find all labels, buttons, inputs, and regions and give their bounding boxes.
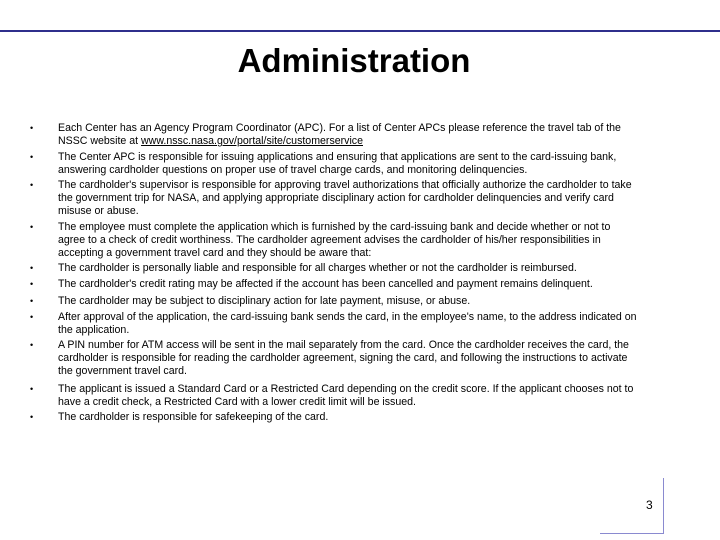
list-item-text: The employee must complete the application which is furnished by the card-issuing bank and decide whether or not to agree to a check of credit worthiness. The cardholder agreement advises the cardholder of his/her responsibilities in accepting a government travel card and they should be aware that: xyxy=(58,220,611,259)
list-item-text: The cardholder is responsible for safekeeping of the card. xyxy=(58,411,329,423)
top-divider xyxy=(0,30,720,32)
list-item-text: The applicant is issued a Standard Card or a Restricted Card depending on the credit score. If the applicant chooses not to have a credit check, a Restricted Card with a lower credit limit will be issued. xyxy=(58,382,634,408)
list-item xyxy=(30,278,640,291)
bullet-icon: • xyxy=(30,263,34,273)
list-item xyxy=(30,411,640,424)
page-title: Administration xyxy=(237,42,471,79)
list-item xyxy=(30,221,640,260)
list-item-text: A PIN number for ATM access will be sent in the mail separately from the card. Once the cardholder receives the card, the cardholder is responsible for reading the cardholder agreement, signing the card, and following the instructions to activate the government travel card. xyxy=(58,339,629,377)
bullet-icon: • xyxy=(30,180,34,190)
list-item xyxy=(30,151,640,177)
corner-divider-horizontal xyxy=(600,533,664,534)
bullet-icon: • xyxy=(30,311,34,322)
list-item-text: The Center APC is responsible for issuing applications and ensuring that applications are sent to the card-issuing bank, answering cardholder questions on proper use of travel charge cards, and monitoring delinquencies. xyxy=(58,150,617,176)
bullet-icon: • xyxy=(30,221,34,232)
list-item xyxy=(30,295,640,308)
bullet-list xyxy=(30,122,640,427)
list-item xyxy=(30,383,640,409)
bullet-icon: • xyxy=(30,383,34,394)
bullet-icon: • xyxy=(30,151,34,162)
list-item xyxy=(30,179,640,218)
list-item-text: The cardholder may be subject to disciplinary action for late payment, misuse, or abuse. xyxy=(58,295,471,307)
list-item xyxy=(30,311,640,337)
list-item-text: The cardholder's supervisor is responsible for approving travel authorizations that officially authorize the cardholder to take the government trip for NASA, and applying appropriate disciplinary action for cardholder delinquencies and verify card misuse or abuse. xyxy=(58,179,632,217)
corner-divider-vertical xyxy=(663,478,664,534)
list-item-text: The cardholder's credit rating may be affected if the account has been cancelled and payment remains delinquent. xyxy=(58,277,593,290)
list-item-text: After approval of the application, the card-issuing bank sends the card, in the employee's name, to the address indicated on the application. xyxy=(58,310,637,336)
bullet-icon: • xyxy=(30,412,34,422)
nssc-website-link[interactable]: www.nssc.nasa.gov/portal/site/customerservice xyxy=(141,135,363,147)
page-number: 3 xyxy=(646,498,653,512)
bullet-icon: • xyxy=(30,340,34,350)
bullet-icon: • xyxy=(30,123,34,133)
bullet-icon: • xyxy=(30,278,34,289)
list-item xyxy=(30,262,640,275)
list-item xyxy=(30,339,640,378)
list-item-text: The cardholder is personally liable and responsible for all charges whether or not the cardholder is reimbursed. xyxy=(58,262,577,274)
bullet-icon: • xyxy=(30,296,34,306)
list-item xyxy=(30,122,640,148)
list-item-text: Each Center has an Agency Program Coordinator (APC). For a list of Center APCs please reference the travel tab of the NSSC website at www.nssc.nasa.gov/portal/site/customerservice xyxy=(58,122,621,147)
